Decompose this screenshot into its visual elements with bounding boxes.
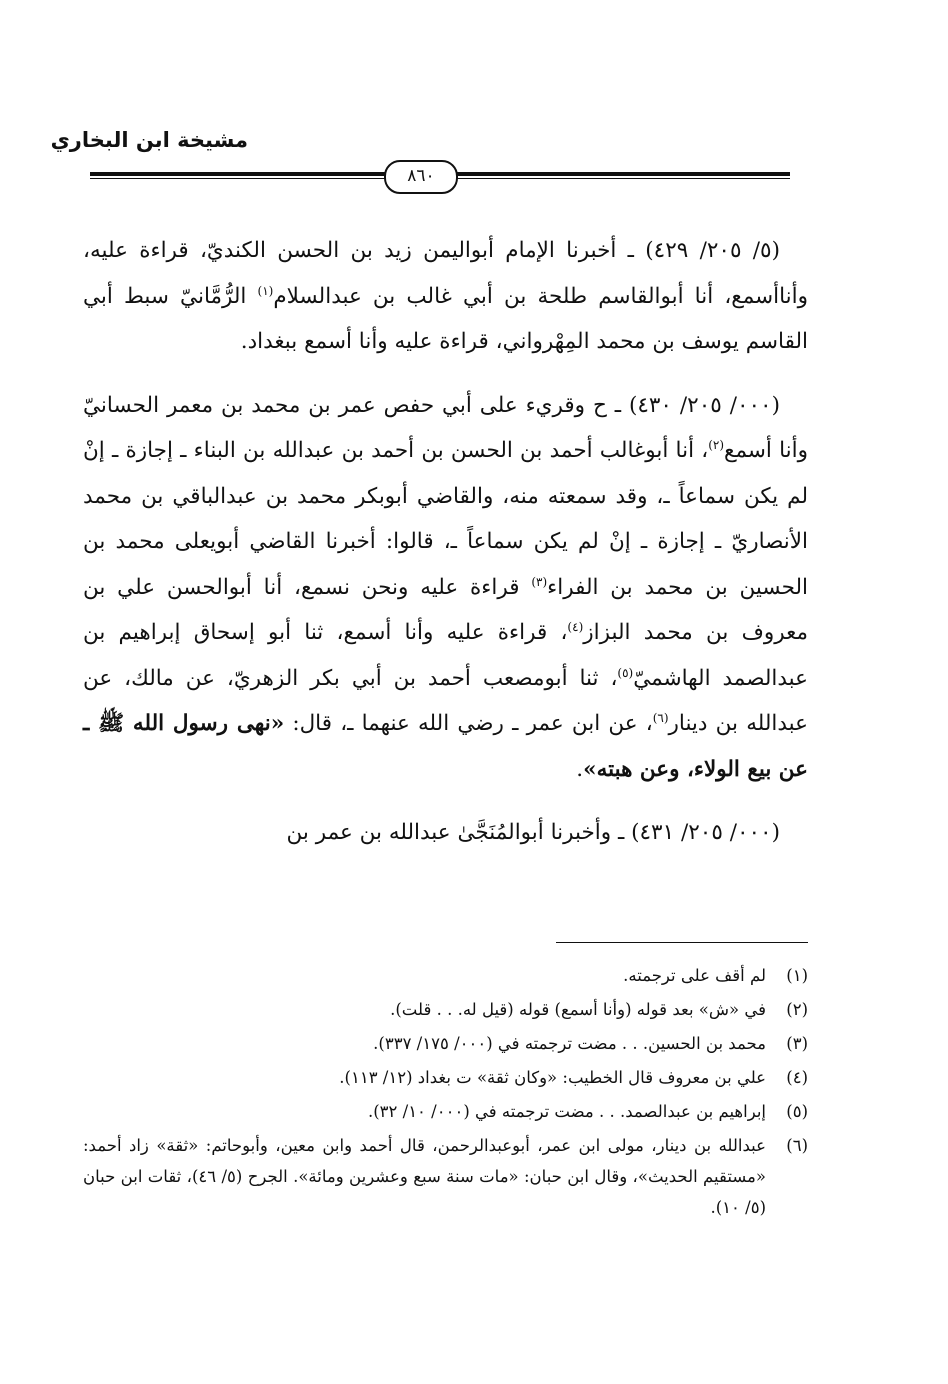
footnote-item <box>83 1130 808 1223</box>
footnote-text: في «ش» بعد قوله (وأنا أسمع) قوله (قيل له. . . قلت). <box>390 1000 766 1019</box>
footnote-marker[interactable]: (٢) <box>708 437 725 452</box>
entry-text: قراءة عليه ونحن نسمع، أنا أبوالحسن علي بن معروف بن محمد البزاز <box>83 574 808 645</box>
entry-text: الرُّمَّانيّ سبط أبي القاسم يوسف بن محمد المِهْرواني، قراءة عليه وأنا أسمع ببغداد. <box>83 283 808 354</box>
footnote-number: (٤) <box>786 1068 808 1087</box>
main-text <box>83 228 808 874</box>
footnote-number: (٦) <box>786 1136 808 1155</box>
footnote-text: إبراهيم بن عبدالصمد. . . مضت ترجمته في (٠٠٠/ ١٠/ ٣٢). <box>367 1102 766 1121</box>
footnote-separator <box>556 942 808 943</box>
footnote-text: علي بن معروف قال الخطيب: «وكان ثقة» ت بغداد (١٢/ ١١٣). <box>339 1068 766 1087</box>
entry-text: ـ وأخبرنا أبوالمُنَجَّىٰ عبدالله بن عمر بن <box>286 820 632 845</box>
footnote-item <box>83 1062 808 1093</box>
entry-430 <box>83 383 808 793</box>
footnote-marker[interactable]: (٤) <box>567 619 584 634</box>
entry-text: ، قراءة عليه وأنا أسمع، ثنا أبو إسحاق إبراهيم بن عبدالصمد الهاشميّ <box>83 620 808 691</box>
footnotes <box>83 960 808 1226</box>
footnote-text: لم أقف على ترجمته. <box>623 966 766 985</box>
entry-text: ، ثنا أبومصعب أحمد بن أبي بكر الزهريّ، عن مالك، عن عبدالله بن دينار <box>83 665 808 736</box>
footnote-number: (٢) <box>786 1000 808 1019</box>
entry-431 <box>83 810 808 856</box>
footnote-text: محمد بن الحسين. . . مضت ترجمته في (٠٠٠/ ١٧٥/ ٣٣٧). <box>373 1034 766 1053</box>
entry-reference: (٠٠٠/ ٢٠٥/ ٤٣١) <box>631 820 780 845</box>
entry-reference: (٥/ ٢٠٥/ ٤٢٩) <box>645 238 780 263</box>
footnote-number: (٥) <box>786 1102 808 1121</box>
footnote-marker[interactable]: (٦) <box>652 710 669 725</box>
entry-text: ـ أخبرنا الإمام أبواليمن زيد بن الحسن الكنديّ، قراءة عليه، وأناأسمع، أنا أبوالقاسم طلحة بن أبي غالب بن عبدالسلام <box>83 238 809 309</box>
running-header-title: مشيخة ابن البخاري <box>50 128 248 152</box>
entry-text: ، عن ابن عمر ـ رضي الله عنهما ـ، قال: <box>284 711 653 736</box>
footnote-number: (١) <box>786 966 808 985</box>
hadith-text: «نهى رسول الله ﷺ ـ عن بيع الولاء، وعن هبته» <box>83 711 808 782</box>
footnote-text: عبدالله بن دينار، مولى ابن عمر، أبوعبدالرحمن، قال أحمد وابن معين، وأبوحاتم: «ثقة» زاد أحمد: «مستقيم الحديث»، وقال ابن حبان: «مات سنة سبع وعشرين ومائة». الجرح (٥/ ٤٦)، ثقات ابن حبان (٥/ ١٠). <box>83 1136 766 1217</box>
footnote-marker[interactable]: (١) <box>257 283 274 298</box>
entry-text: ـ ح وقريء على أبي حفص عمر بن محمد بن معمر الحسانيّ وأنا أسمع <box>83 392 808 463</box>
footnote-item <box>83 1096 808 1127</box>
footnote-marker[interactable]: (٥) <box>617 665 634 680</box>
page-number: ٨٦٠ <box>384 160 458 194</box>
footnote-number: (٣) <box>786 1034 808 1053</box>
entry-429 <box>83 228 808 365</box>
entry-text: . <box>576 756 584 782</box>
entry-reference: (٠٠٠/ ٢٠٥/ ٤٣٠) <box>628 392 780 418</box>
footnote-item <box>83 1028 808 1059</box>
footnote-marker[interactable]: (٣) <box>531 574 548 589</box>
footnote-item <box>83 994 808 1025</box>
footnote-item <box>83 960 808 991</box>
entry-text: ، أنا أبوغالب أحمد بن الحسن بن أحمد بن عبدالله بن البناء ـ إجازة ـ إنْ لم يكن سماعاً ـ، وقد سمعته منه، والقاضي أبوبكر محمد بن عبدالباقي بن محمد الأنصاريّ ـ إجازة ـ إنْ لم يكن سماعاً ـ، قالوا: أخبرنا القاضي أبويعلى محمد بن الحسين بن محمد بن الفراء <box>83 438 808 600</box>
